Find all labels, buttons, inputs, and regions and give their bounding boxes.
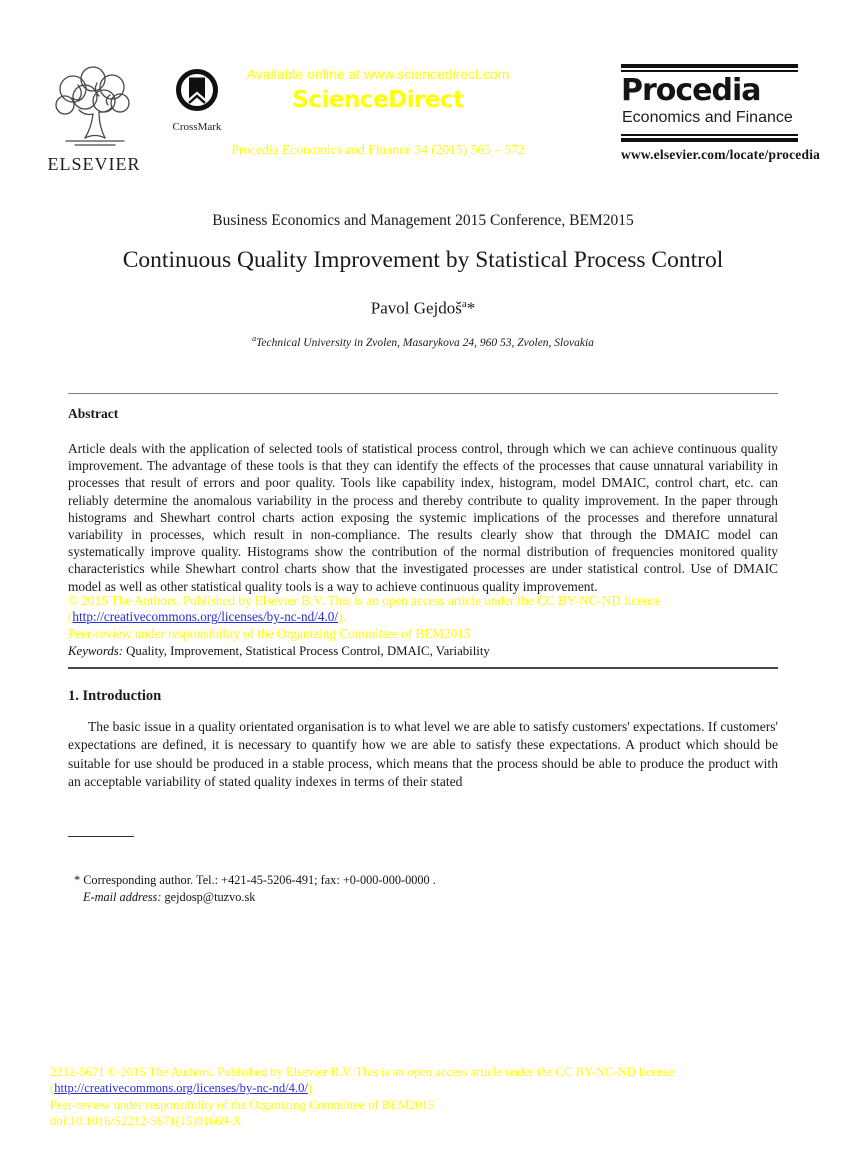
footer-license-line (50, 1080, 810, 1096)
abstract-heading: Abstract (68, 406, 119, 421)
introduction-paragraph: The basic issue in a quality orientated organisation is to what level we are able to satisfy customers' expectations. If customers' expectations are defined, it is necessary to quantify how we are able to satisfy these expectations. A product which should be suitable for use should be produced in a stable process, which means that the process should be able to produce the product with an acceptable variability of stated quality indexes in terms of their stated (68, 719, 778, 789)
license-link[interactable]: http://creativecommons.org/licenses/by-nc-nd/4.0/ (72, 609, 339, 625)
journal-citation: Procedia Economics and Finance 34 (2015) 565 – 572 (231, 142, 525, 157)
author-affiliation-mark: a (461, 298, 467, 310)
affiliation-text: Technical University in Zvolen, Masarykova 24, 960 53, Zvolen, Slovakia (256, 336, 594, 349)
paper-title: Continuous Quality Improvement by Statistical Process Control (122, 247, 724, 273)
keywords-text: Quality, Improvement, Statistical Process Control, DMAIC, Variability (122, 644, 490, 658)
procedia-subtitle: Economics and Finance (622, 109, 793, 126)
copyright-line: © 2015 The Authors. Published by Elsevier B.V. This is an open access article under the CC BY-NC-ND license (68, 593, 661, 608)
affiliation-line (0, 334, 846, 349)
footer-peer-review-line: Peer-review under responsibility of the Organizing Committee of BEM2015 (50, 1097, 435, 1112)
abstract-copyright-block (68, 593, 778, 642)
header-center (150, 66, 606, 158)
email-line (74, 889, 436, 906)
logo-rule-top-thick (621, 64, 798, 68)
crossmark-label: CrossMark (172, 121, 222, 133)
email-label: E-mail address: (83, 889, 162, 904)
procedia-logo-box (621, 64, 821, 163)
footer-license-paren-close: ). (307, 1081, 316, 1096)
elsevier-logo (44, 62, 144, 175)
available-online-text: Available online at www.sciencedirect.com (246, 66, 510, 82)
footnote-separator (68, 836, 134, 837)
logo-rule-top-thin (621, 70, 798, 72)
journal-header (0, 58, 846, 193)
author-name: Pavol Gejdoš (370, 298, 462, 318)
abstract-body: Article deals with the application of selected tools of statistical process control, through which we can achieve continuous quality improvement. The advantage of these tools is that they can identify the effects of the processes that cause unnatural variability in processes that result of errors and poor quality. Tools like capability index, histogram, model DMAIC, control chart, etc. can reliably determine the anomalous variability in the process and thereby contribute to quality improvement. In the paper through histograms and Shewhart control charts action exposing the systemic implications of the processes and therefore unnatural variability in processes, which result in non-compliance. The results clearly show that through the DMAIC model can systematically improve quality. Histograms show the contribution of the normal distribution of frequencies monitored quality characteristics while Shewhart control charts show that the investigated processes are under statistical control. Use of DMAIC model as well as other statistical quality tools is a way to achieve continuous quality improvement. (68, 441, 778, 594)
procedia-url: www.elsevier.com/locate/procedia (621, 146, 821, 162)
conference-name: Business Economics and Management 2015 Conference, BEM2015 (212, 212, 634, 229)
abstract-bottom-rule (68, 667, 778, 669)
logo-rule-bottom-thick (621, 138, 798, 142)
email-address: gejdosp@tuzvo.sk (161, 889, 256, 904)
footnote-block (74, 872, 436, 905)
section-heading-introduction: 1. Introduction (68, 688, 162, 704)
issn-copyright-line: 2212-5671 © 2015 The Authors. Published by Elsevier B.V. This is an open access article under the CC BY-NC-ND license (50, 1065, 674, 1079)
page-footer (50, 1064, 810, 1130)
corresponding-author-star: * (466, 298, 476, 318)
affiliation-mark: a (252, 334, 257, 343)
logo-rule-bottom-thin (621, 134, 798, 136)
footer-license-paren-open: ( (50, 1081, 55, 1096)
abstract-top-rule (68, 393, 778, 394)
sciencedirect-wordmark: ScienceDirect (292, 87, 464, 113)
corresponding-author-note: * Corresponding author. Tel.: +421-45-5206-491; fax: +0-000-000-0000 . (74, 873, 436, 887)
keywords-line (68, 644, 778, 659)
peer-review-line: Peer-review under responsibility of the Organizing Committee of BEM2015 (68, 625, 471, 641)
keywords-label: Keywords: (68, 644, 123, 658)
elsevier-tree-icon (48, 62, 140, 148)
elsevier-wordmark: ELSEVIER (47, 154, 141, 174)
author-line (0, 298, 846, 319)
license-paren-close: ). (338, 609, 346, 625)
license-paren-open: ( (68, 609, 73, 625)
doi-line: doi:10.1016/S2212-5671(15)01669-X (50, 1114, 242, 1129)
footer-license-link[interactable]: http://creativecommons.org/licenses/by-nc-nd/4.0/ (54, 1081, 308, 1096)
license-line (68, 609, 778, 625)
procedia-wordmark: Procedia (621, 72, 761, 108)
